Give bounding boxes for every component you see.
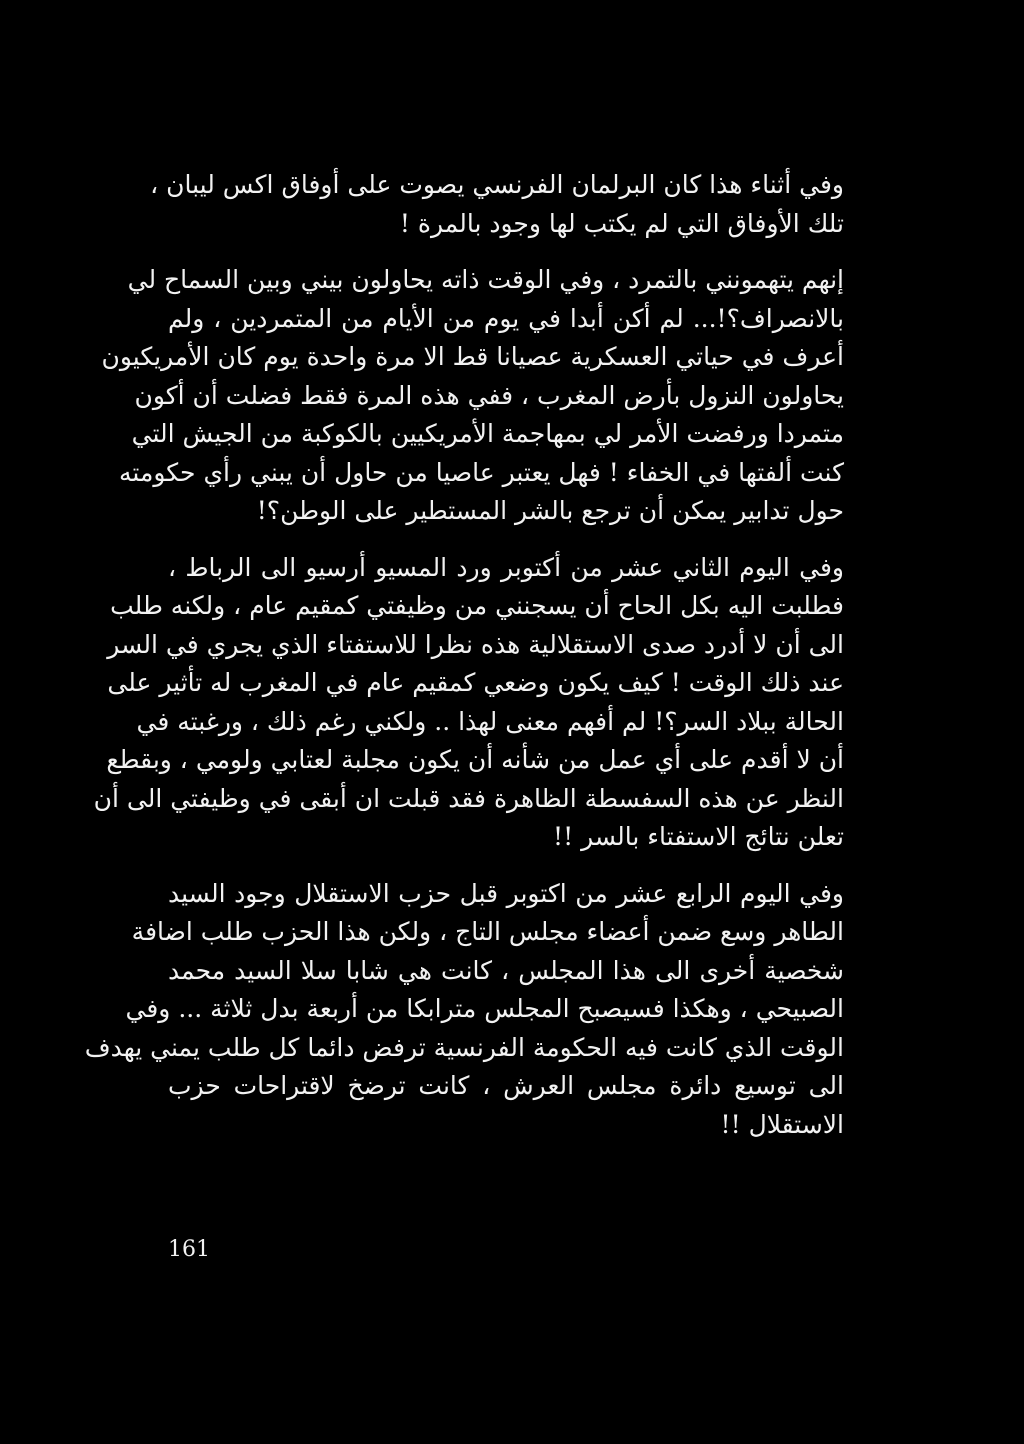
paragraph-3 bbox=[93, 549, 844, 857]
text-line: أن لا أقدم على أي عمل من شأنه أن يكون مجلبة لعتابي ولومي ، وبقطع bbox=[106, 745, 844, 774]
text-line: حول تدابير يمكن أن ترجع بالشر المستطير على الوطن؟! bbox=[256, 496, 844, 525]
text-line: أعرف في حياتي العسكرية عصيانا قط الا مرة واحدة يوم كان الأمريكيون bbox=[101, 342, 844, 371]
paragraph-2 bbox=[101, 261, 844, 531]
text-line: بالانصراف؟!... لم أكن أبدا في يوم من الأيام من المتمردين ، ولم bbox=[168, 303, 844, 333]
text-line: الطاهر وسع ضمن أعضاء مجلس التاج ، ولكن هذا الحزب طلب اضافة bbox=[131, 917, 844, 946]
text-line: النظر عن هذه السفسطة الظاهرة فقد قبلت ان أبقى في وظيفتي الى أن bbox=[93, 783, 844, 813]
page-number: 161 bbox=[168, 1237, 210, 1262]
paragraph-1 bbox=[150, 166, 844, 243]
text-line: وفي اليوم الثاني عشر من أكتوبر ورد المسيو أرسيو الى الرباط ، bbox=[168, 552, 844, 582]
text-line: يحاولون النزول بأرض المغرب ، ففي هذه المرة فقط فضلت أن أكون bbox=[134, 380, 844, 410]
text-line: الى توسيع دائرة مجلس العرش ، كانت ترضخ لاقتراحات حزب bbox=[168, 1071, 844, 1100]
text-line: وفي أثناء هذا كان البرلمان الفرنسي يصوت على أوفاق اكس ليبان ، bbox=[150, 170, 844, 199]
paragraph-4 bbox=[84, 875, 844, 1145]
text-line: عند ذلك الوقت ! كيف يكون وضعي كمقيم عام في المغرب له تأثير على bbox=[107, 668, 844, 697]
text-line: فطلبت اليه بكل الحاح أن يسجنني من وظيفتي كمقيم عام ، ولكنه طلب bbox=[110, 591, 844, 620]
text-line: متمردا ورفضت الأمر لي بمهاجمة الأمريكيين بالكوكبة من الجيش التي bbox=[131, 419, 844, 448]
text-line: الحالة ببلاد السر؟! لم أفهم معنى لهذا .. ولكني رغم ذلك ، ورغبته في bbox=[136, 706, 844, 736]
text-line: تعلن نتائج الاستفتاء بالسر !! bbox=[553, 822, 844, 851]
text-line: الصبيحي ، وهكذا فسيصبح المجلس مترابكا من أربعة بدل ثلاثة ... وفي bbox=[125, 994, 844, 1023]
text-line: إنهم يتهمونني بالتمرد ، وفي الوقت ذاته يحاولون بيني وبين السماح لي bbox=[127, 265, 844, 294]
text-line: الوقت الذي كانت فيه الحكومة الفرنسية ترفض دائما كل طلب يمني يهدف bbox=[84, 1032, 844, 1062]
text-line: تلك الأوفاق التي لم يكتب لها وجود بالمرة ! bbox=[399, 208, 844, 238]
text-line: شخصية أخرى الى هذا المجلس ، كانت هي شابا سلا السيد محمد bbox=[168, 955, 844, 985]
page-body bbox=[84, 166, 844, 1162]
text-line: الى أن لا أدرد صدى الاستقلالية هذه نظرا للاستفتاء الذي يجري في السر bbox=[107, 629, 844, 659]
text-line: الاستقلال !! bbox=[720, 1109, 844, 1139]
text-line: وفي اليوم الرابع عشر من اكتوبر قبل حزب الاستقلال وجود السيد bbox=[168, 878, 844, 908]
text-line: كنت ألفتها في الخفاء ! فهل يعتبر عاصيا من حاول أن يبني رأي حكومته bbox=[119, 457, 844, 487]
